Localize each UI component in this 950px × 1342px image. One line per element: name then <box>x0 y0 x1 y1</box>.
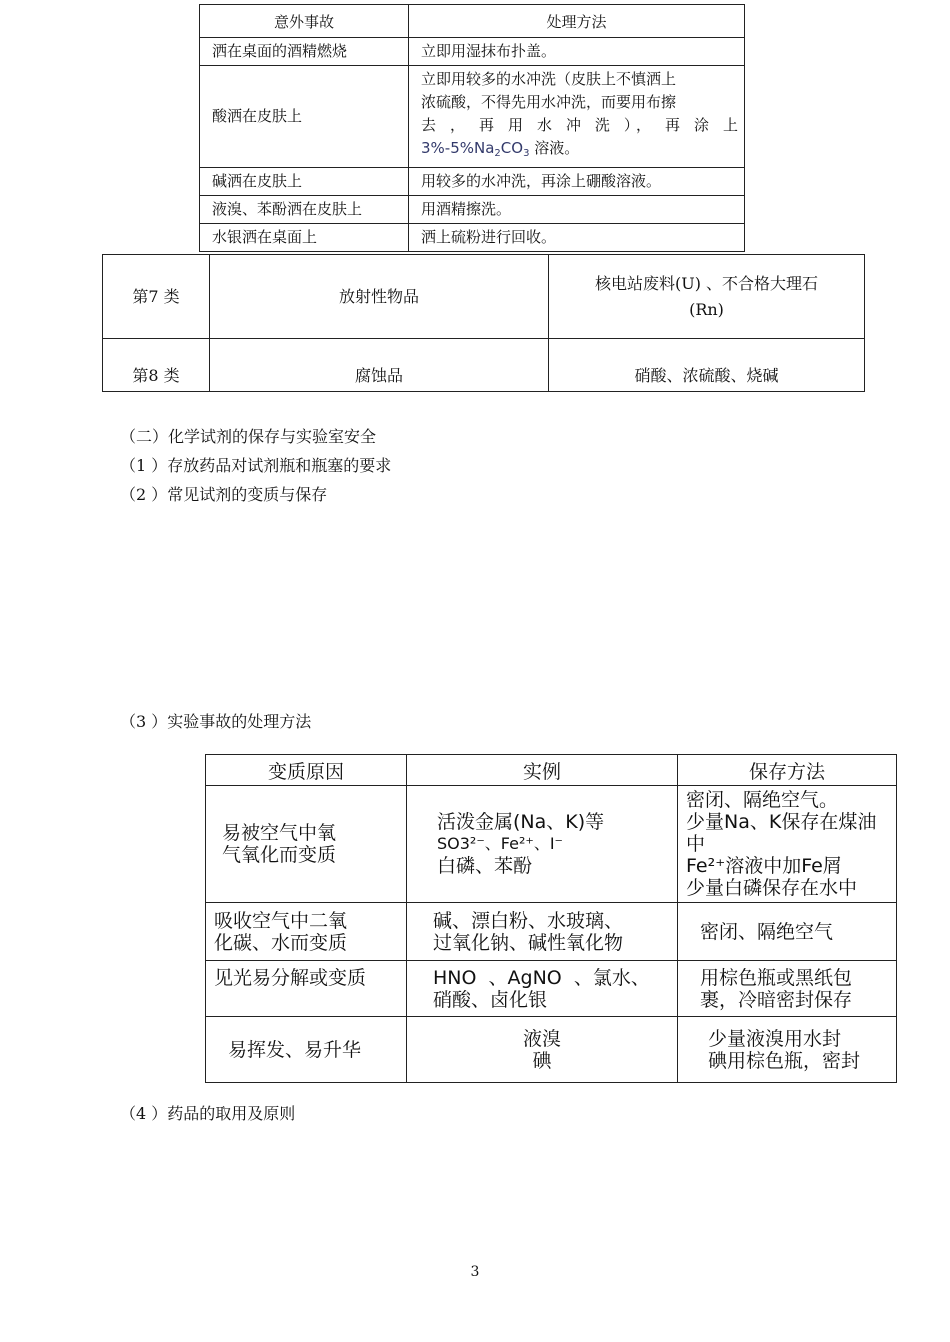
table-row <box>206 786 897 903</box>
example-line: 碘 <box>532 1049 552 1072</box>
method-line: 去 ， 再 用 水 冲 洗 ）， 再 涂 上 <box>421 116 738 134</box>
method-cell <box>678 786 897 903</box>
section-heading: （二）化学试剂的保存与实验室安全 <box>120 427 377 446</box>
table-header-cell: 变质原因 <box>206 755 407 786</box>
method-cell <box>409 66 745 168</box>
method-line: 少量白磷保存在水中 <box>686 877 858 899</box>
cause-cell <box>206 786 407 903</box>
cause-cell <box>206 903 407 961</box>
example-cell <box>407 1017 678 1083</box>
subsection-heading: （2 ）常见试剂的变质与保存 <box>120 485 328 504</box>
cause-line: 易被空气中氧 <box>222 822 337 844</box>
class-cell: 第8 类 <box>103 339 210 392</box>
table-row <box>200 196 745 224</box>
table-header-cell: 保存方法 <box>678 755 897 786</box>
method-line: 碘用棕色瓶，密封 <box>708 1049 861 1072</box>
accident-cell: 洒在桌面的酒精燃烧 <box>200 38 409 66</box>
example-cell <box>407 903 678 961</box>
method-line: 裹，冷暗密封保存 <box>700 988 853 1011</box>
hazard-class-table <box>102 254 865 392</box>
accident-cell: 酸洒在皮肤上 <box>200 66 409 168</box>
accident-cell: 液溴、苯酚洒在皮肤上 <box>200 196 409 224</box>
method-line: 密闭、隔绝空气 <box>700 920 834 943</box>
method-line: 少量液溴用水封 <box>708 1027 842 1050</box>
table-row <box>200 38 745 66</box>
class-cell: 第7 类 <box>103 255 210 339</box>
example-line: HNO 、AgNO 、氯水、 <box>433 966 650 989</box>
example-cell <box>407 961 678 1017</box>
examples-cell <box>549 255 865 339</box>
name-cell: 放射性物品 <box>210 255 549 339</box>
cause-line: 见光易分解或变质 <box>214 967 367 989</box>
table-row <box>103 339 865 392</box>
example-line: 过氧化钠、碱性氧化物 <box>433 931 624 954</box>
storage-table <box>205 754 897 1083</box>
method-cell <box>678 903 897 961</box>
cause-cell <box>206 1017 407 1083</box>
method-cell: 立即用湿抹布扑盖。 <box>409 38 745 66</box>
method-line: 立即用较多的水冲洗（皮肤上不慎洒上 <box>421 70 677 88</box>
formula-text: 溶液。 <box>529 139 580 157</box>
formula-subscript: 2 <box>494 148 501 159</box>
subsection-heading: （3 ）实验事故的处理方法 <box>120 712 312 731</box>
method-cell <box>678 1017 897 1083</box>
method-line: 浓硫酸，不得先用水冲洗，而要用布擦 <box>421 93 677 111</box>
example-cell <box>407 786 678 903</box>
cause-line: 易挥发、易升华 <box>228 1038 362 1061</box>
method-cell: 用酒精擦洗。 <box>409 196 745 224</box>
example-line: 活泼金属(Na、K)等 <box>437 811 605 833</box>
formula-text: 3%-5%Na <box>421 139 495 157</box>
table-row <box>206 903 897 961</box>
method-cell <box>678 961 897 1017</box>
example-line: SO3²⁻、Fe²⁺、I⁻ <box>437 834 563 853</box>
table-row <box>206 961 897 1017</box>
table-header-row <box>206 755 897 786</box>
cause-line: 化碳、水而变质 <box>214 931 348 954</box>
table-row <box>200 168 745 196</box>
examples-cell: 硝酸、浓硫酸、烧碱 <box>549 339 865 392</box>
table-header-cell: 处理方法 <box>409 5 745 38</box>
subsection-heading: （4 ）药品的取用及原则 <box>120 1104 296 1123</box>
table-header-cell: 意外事故 <box>200 5 409 38</box>
method-line: Fe²⁺溶液中加Fe屑 <box>686 855 842 877</box>
method-line: 密闭、隔绝空气。 <box>686 789 839 811</box>
example-line: 硝酸、卤化银 <box>433 988 548 1011</box>
page-number: 3 <box>470 1264 480 1280</box>
examples-line: 核电站废料(U) 、不合格大理石 <box>594 273 819 293</box>
table-row <box>200 224 745 252</box>
formula-text: CO <box>500 139 524 157</box>
cause-cell <box>206 961 407 1017</box>
examples-line: (Rn) <box>689 299 724 319</box>
subsection-heading: （1 ）存放药品对试剂瓶和瓶塞的要求 <box>120 456 392 475</box>
accident-cell: 水银洒在桌面上 <box>200 224 409 252</box>
formula-subscript: 3 <box>523 148 530 159</box>
example-line: 白磷、苯酚 <box>437 855 533 877</box>
method-line: 用棕色瓶或黑纸包 <box>700 966 853 989</box>
accident-cell: 碱洒在皮肤上 <box>200 168 409 196</box>
table-row <box>200 66 745 168</box>
method-cell: 用较多的水冲洗，再涂上硼酸溶液。 <box>409 168 745 196</box>
table-row <box>206 1017 897 1083</box>
method-line: 少量Na、K保存在煤油中 <box>686 811 877 855</box>
method-line <box>421 137 738 165</box>
table-row <box>103 255 865 339</box>
example-line: 液溴 <box>522 1027 561 1050</box>
name-cell: 腐蚀品 <box>210 339 549 392</box>
method-cell: 洒上硫粉进行回收。 <box>409 224 745 252</box>
example-line: 碱、漂白粉、水玻璃、 <box>433 909 624 932</box>
table-header-row <box>200 5 745 38</box>
cause-line: 吸收空气中二氧 <box>214 909 348 932</box>
cause-line: 气氧化而变质 <box>222 844 337 866</box>
accident-table <box>199 4 745 252</box>
table-header-cell: 实例 <box>407 755 678 786</box>
